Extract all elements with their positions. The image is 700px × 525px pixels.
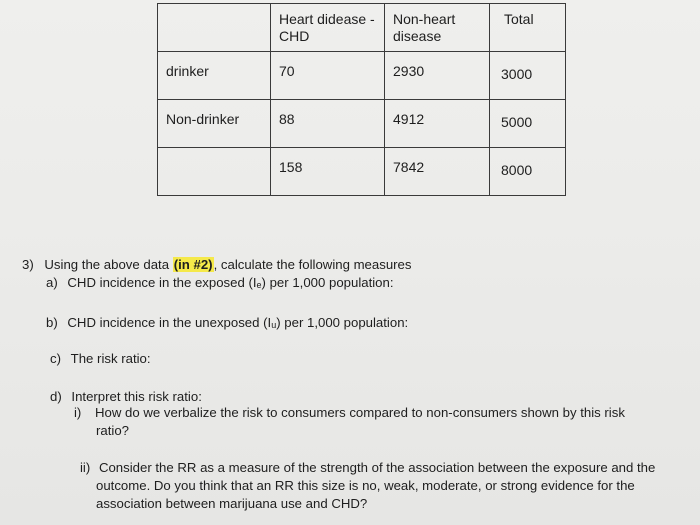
highlighted-reference: (in #2) <box>173 257 213 272</box>
question-3d-ii-cont1 <box>96 478 635 494</box>
table-cell <box>490 52 566 100</box>
header-nonheart-line1: Non-heart <box>393 11 456 27</box>
item-text-line3: association between marijuana use and CHD? <box>96 496 368 511</box>
question-number: 3) <box>22 257 34 272</box>
header-total-label: Total <box>504 11 534 27</box>
item-text-line1: How do we verbalize the risk to consumers compared to non-consumers shown by this risk <box>95 405 625 420</box>
question-text-after: , calculate the following measures <box>213 257 412 272</box>
question-3d <box>50 389 202 405</box>
header-nonheart-line2: disease <box>393 28 442 44</box>
item-text-end: ) per 1,000 population: <box>276 315 409 330</box>
table-header-row <box>158 4 566 52</box>
item-marker: i) <box>74 405 82 420</box>
question-3d-i-cont <box>96 423 129 439</box>
question-3c <box>50 351 151 367</box>
cell-value: 2930 <box>393 63 425 79</box>
table-header-cell-non-heart <box>385 4 490 52</box>
question-3 <box>22 257 411 273</box>
item-text-line2: ratio? <box>96 423 129 438</box>
cell-value: 3000 <box>501 66 533 82</box>
item-marker: a) <box>46 275 58 290</box>
header-chd-line2: CHD <box>279 28 310 44</box>
item-marker: ii) <box>80 460 91 475</box>
table-cell <box>385 148 490 196</box>
table-header-cell-chd <box>271 4 385 52</box>
table-cell <box>271 52 385 100</box>
item-text: CHD incidence in the exposed (I <box>67 275 257 290</box>
table-cell <box>385 100 490 148</box>
table-header-cell-total <box>490 4 566 52</box>
row-label-cell <box>158 148 271 196</box>
cell-value: 5000 <box>501 114 533 130</box>
table-row <box>158 52 566 100</box>
question-3b <box>46 315 408 333</box>
table-cell <box>271 148 385 196</box>
row-label-cell <box>158 100 271 148</box>
cell-value: 7842 <box>393 159 425 175</box>
row-label <box>158 148 270 159</box>
item-text: CHD incidence in the unexposed (I <box>67 315 272 330</box>
question-3a <box>46 275 394 293</box>
item-marker: b) <box>46 315 58 330</box>
table-row <box>158 100 566 148</box>
data-table <box>157 3 566 196</box>
item-subscript: u <box>271 320 277 330</box>
table-cell <box>271 100 385 148</box>
cell-value: 8000 <box>501 162 533 178</box>
item-subscript: e <box>256 280 262 290</box>
table-header-cell-empty <box>158 4 271 52</box>
item-text: The risk ratio: <box>70 351 151 366</box>
item-text-line2: outcome. Do you think that an RR this size is no, weak, moderate, or strong evidence for the <box>96 478 635 493</box>
item-marker: c) <box>50 351 61 366</box>
table-cell <box>385 52 490 100</box>
table-row <box>158 148 566 196</box>
question-3d-ii-cont2 <box>96 496 367 512</box>
cell-value: 4912 <box>393 111 425 127</box>
question-3d-ii <box>80 460 655 476</box>
table-cell <box>490 100 566 148</box>
cell-value: 158 <box>279 159 303 175</box>
cell-value: 70 <box>279 63 295 79</box>
item-text-line1: Consider the RR as a measure of the strength of the association between the exposure and the <box>98 460 656 475</box>
row-label: Non-drinker <box>166 111 240 127</box>
header-chd-line1: Heart didease - <box>279 11 375 27</box>
item-marker: d) <box>50 389 62 404</box>
item-text: Interpret this risk ratio: <box>71 389 202 404</box>
item-text-end: ) per 1,000 population: <box>261 275 394 290</box>
table-cell <box>490 148 566 196</box>
question-text-before: Using the above data <box>44 257 173 272</box>
question-3d-i <box>74 405 625 421</box>
row-label: drinker <box>166 63 209 79</box>
row-label-cell <box>158 52 271 100</box>
cell-value: 88 <box>279 111 295 127</box>
